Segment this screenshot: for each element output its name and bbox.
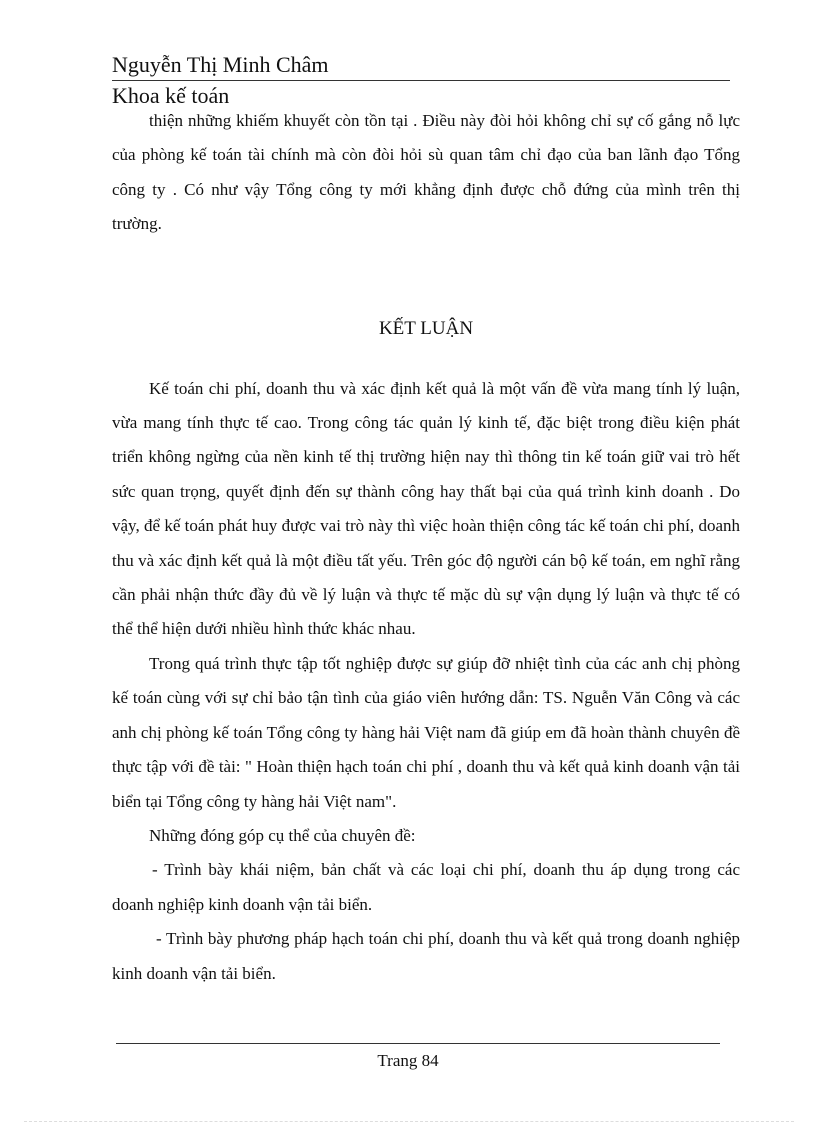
page-body bbox=[112, 104, 740, 991]
conclusion-heading: KẾT LUẬN bbox=[378, 317, 474, 339]
header-divider bbox=[112, 80, 730, 81]
page-number: Trang 84 bbox=[377, 1051, 439, 1070]
footer-divider bbox=[116, 1043, 720, 1044]
conclusion-paragraph-1: Kế toán chi phí, doanh thu và xác định kết quả là một vấn đề vừa mang tính lý luận, vừa mang tính thực tế cao. Trong công tác quản lý kinh tế, đặc biệt trong điều kiện phát triển không ngừng của nền kinh tế thị trường hiện nay thì thông tin kế toán giữ vai trò hết sức quan trọng, quyết định đến sự thành công hay thất bại của quá trình kinh doanh . Do vậy, để kế toán phát huy được vai trò này thì việc hoàn thiện công tác kế toán chi phí, doanh thu và xác định kết quả là một điều tất yếu. Trên góc độ người cán bộ kế toán, em nghĩ rằng cần phải nhận thức đầy đủ về lý luận và thực tế mặc dù sự vận dụng lý luận và thực tế có thể thể hiện dưới nhiều hình thức khác nhau. bbox=[112, 378, 740, 639]
conclusion-paragraph-2: Trong quá trình thực tập tốt nghiệp được sự giúp đỡ nhiệt tình của các anh chị phòng kế toán cùng với sự chỉ bảo tận tình của giáo viên hướng dẫn: TS. Nguễn Văn Công và các anh chị phòng kế toán Tổng công ty hàng hải Việt nam đã giúp em đã hoàn thành chuyên đề thực tập với đề tài: " Hoàn thiện hạch toán chi phí , doanh thu và kết quả kinh doanh vận tải biển tại Tổng công ty hàng hải Việt nam". bbox=[112, 653, 740, 811]
page-edge bbox=[24, 1121, 794, 1122]
continuation-paragraph: thiện những khiếm khuyết còn tồn tại . Điều này đòi hỏi không chỉ sự cố gắng nỗ lực của phòng kế toán tài chính mà còn đòi hỏi sù quan tâm chỉ đạo của ban lãnh đạo Tổng công ty . Có như vậy Tổng công ty mới khẳng định được chỗ đứng của mình trên thị trường. bbox=[112, 111, 740, 234]
header-author-name: Nguyễn Thị Minh Châm bbox=[112, 52, 329, 77]
header-department: Khoa kế toán bbox=[112, 83, 230, 108]
contribution-item-2: - Trình bày phương pháp hạch toán chi phí, doanh thu và kết quả trong doanh nghiệp kinh doanh vận tải biển. bbox=[112, 929, 740, 983]
contribution-item-1: - Trình bày khái niệm, bản chất và các loại chi phí, doanh thu áp dụng trong các doanh nghiệp kinh doanh vận tải biển. bbox=[112, 860, 740, 914]
contributions-intro: Những đóng góp cụ thể của chuyên đề: bbox=[149, 825, 416, 845]
